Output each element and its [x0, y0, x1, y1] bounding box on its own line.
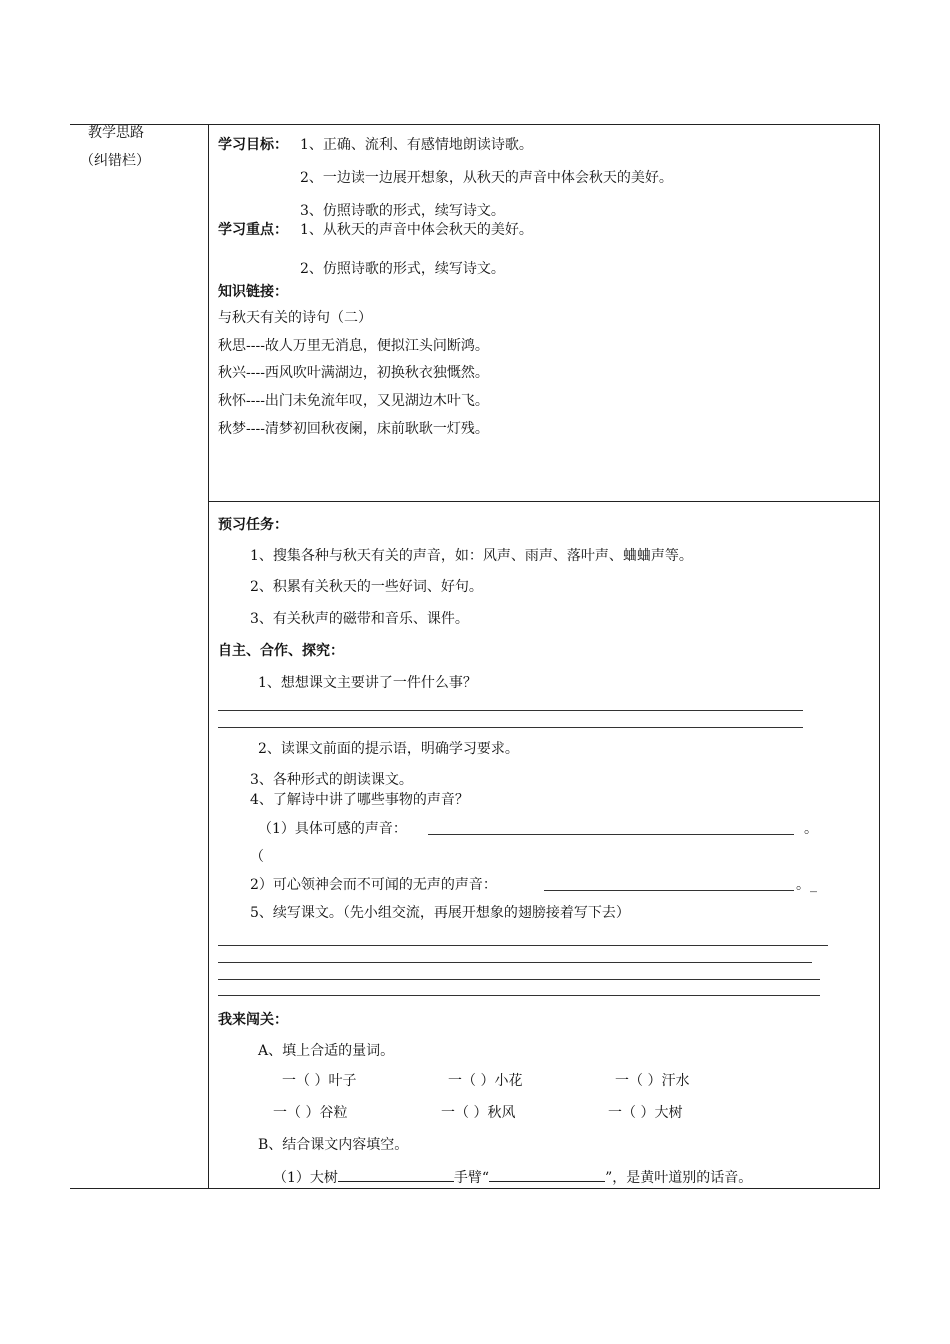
- table-middle-border: [208, 501, 880, 502]
- goals-label: 学习目标：: [218, 137, 288, 153]
- answer-line: [544, 890, 794, 891]
- fill-blank-suffix: ”，是黄叶道别的话音。: [605, 1170, 753, 1186]
- measure-word-item: 一（ ）汗水: [615, 1073, 690, 1089]
- fill-blank-middle: 手臂“: [453, 1170, 490, 1186]
- blank-field[interactable]: [489, 1167, 605, 1182]
- table-top-border: [70, 124, 880, 125]
- measure-word-item: 一（ ）叶子: [282, 1073, 357, 1089]
- preview-item: 1、搜集各种与秋天有关的声音，如：风声、雨声、落叶声、蛐蛐声等。: [250, 548, 693, 564]
- answer-line: [428, 834, 794, 835]
- measure-word-item: 一（ ）大树: [608, 1105, 683, 1121]
- answer-line: [218, 727, 803, 728]
- measure-word-item: 一（ ）小花: [448, 1073, 523, 1089]
- fill-blank-line: [273, 1167, 752, 1187]
- part-b-title: B、结合课文内容填空。: [258, 1137, 409, 1153]
- writing-line: [218, 979, 820, 980]
- measure-word-item: 一（ ）秋风: [441, 1105, 516, 1121]
- focus-label: 学习重点：: [218, 222, 288, 238]
- poem-line: 秋怀----出门未免流年叹，又见湖边木叶飞。: [218, 393, 489, 409]
- left-column-subtitle: （纠错栏）: [80, 153, 150, 169]
- preview-item: 2、积累有关秋天的一些好词、好句。: [250, 579, 483, 595]
- answer-line: [218, 710, 803, 711]
- poem-line: 秋思----故人万里无消息，便拟江头问断鸿。: [218, 338, 489, 354]
- left-column-title: 教学思路: [88, 125, 144, 141]
- question-4b-label: 2）可心领神会而不可闻的无声的声音：: [250, 877, 497, 893]
- focus-item: 1、从秋天的声音中体会秋天的美好。: [300, 222, 533, 238]
- knowledge-title: 与秋天有关的诗句（二）: [218, 310, 372, 326]
- goal-item: 1、正确、流利、有感情地朗读诗歌。: [300, 137, 533, 153]
- writing-line: [218, 995, 820, 996]
- table-bottom-border: [70, 1188, 880, 1189]
- table-right-border: [879, 124, 880, 1188]
- table-column-divider: [208, 124, 209, 1188]
- preview-label: 预习任务：: [218, 517, 288, 533]
- knowledge-label: 知识链接：: [218, 284, 288, 300]
- measure-word-item: 一（ ）谷粒: [273, 1105, 348, 1121]
- fill-blank-prefix: （1）大树: [273, 1170, 338, 1186]
- question-4-paren: （: [250, 849, 264, 865]
- question-3: 3、各种形式的朗读课文。: [250, 772, 413, 788]
- explore-label: 自主、合作、探究：: [218, 643, 344, 659]
- writing-line: [218, 945, 828, 946]
- poem-line: 秋梦----清梦初回秋夜阑，床前耿耿一灯残。: [218, 421, 489, 437]
- question-4a-end: 。: [804, 821, 818, 837]
- question-4: 4、了解诗中讲了哪些事物的声音？: [250, 792, 469, 808]
- goal-item: 3、仿照诗歌的形式，续写诗文。: [300, 203, 505, 219]
- part-a-title: A、填上合适的量词。: [258, 1043, 395, 1059]
- question-4b-end: 。_: [796, 877, 817, 893]
- question-5: 5、续写课文。（先小组交流，再展开想象的翅膀接着写下去）: [250, 905, 630, 921]
- writing-line: [218, 962, 812, 963]
- challenge-label: 我来闯关：: [218, 1012, 288, 1028]
- blank-field[interactable]: [338, 1167, 454, 1182]
- question-2: 2、读课文前面的提示语，明确学习要求。: [258, 741, 519, 757]
- focus-item: 2、仿照诗歌的形式，续写诗文。: [300, 261, 505, 277]
- question-4a-label: （1）具体可感的声音：: [258, 821, 407, 837]
- question-1: 1、想想课文主要讲了一件什么事？: [258, 675, 477, 691]
- poem-line: 秋兴----西风吹叶满湖边，初换秋衣独慨然。: [218, 365, 489, 381]
- goal-item: 2、一边读一边展开想象，从秋天的声音中体会秋天的美好。: [300, 170, 673, 186]
- preview-item: 3、有关秋声的磁带和音乐、课件。: [250, 611, 469, 627]
